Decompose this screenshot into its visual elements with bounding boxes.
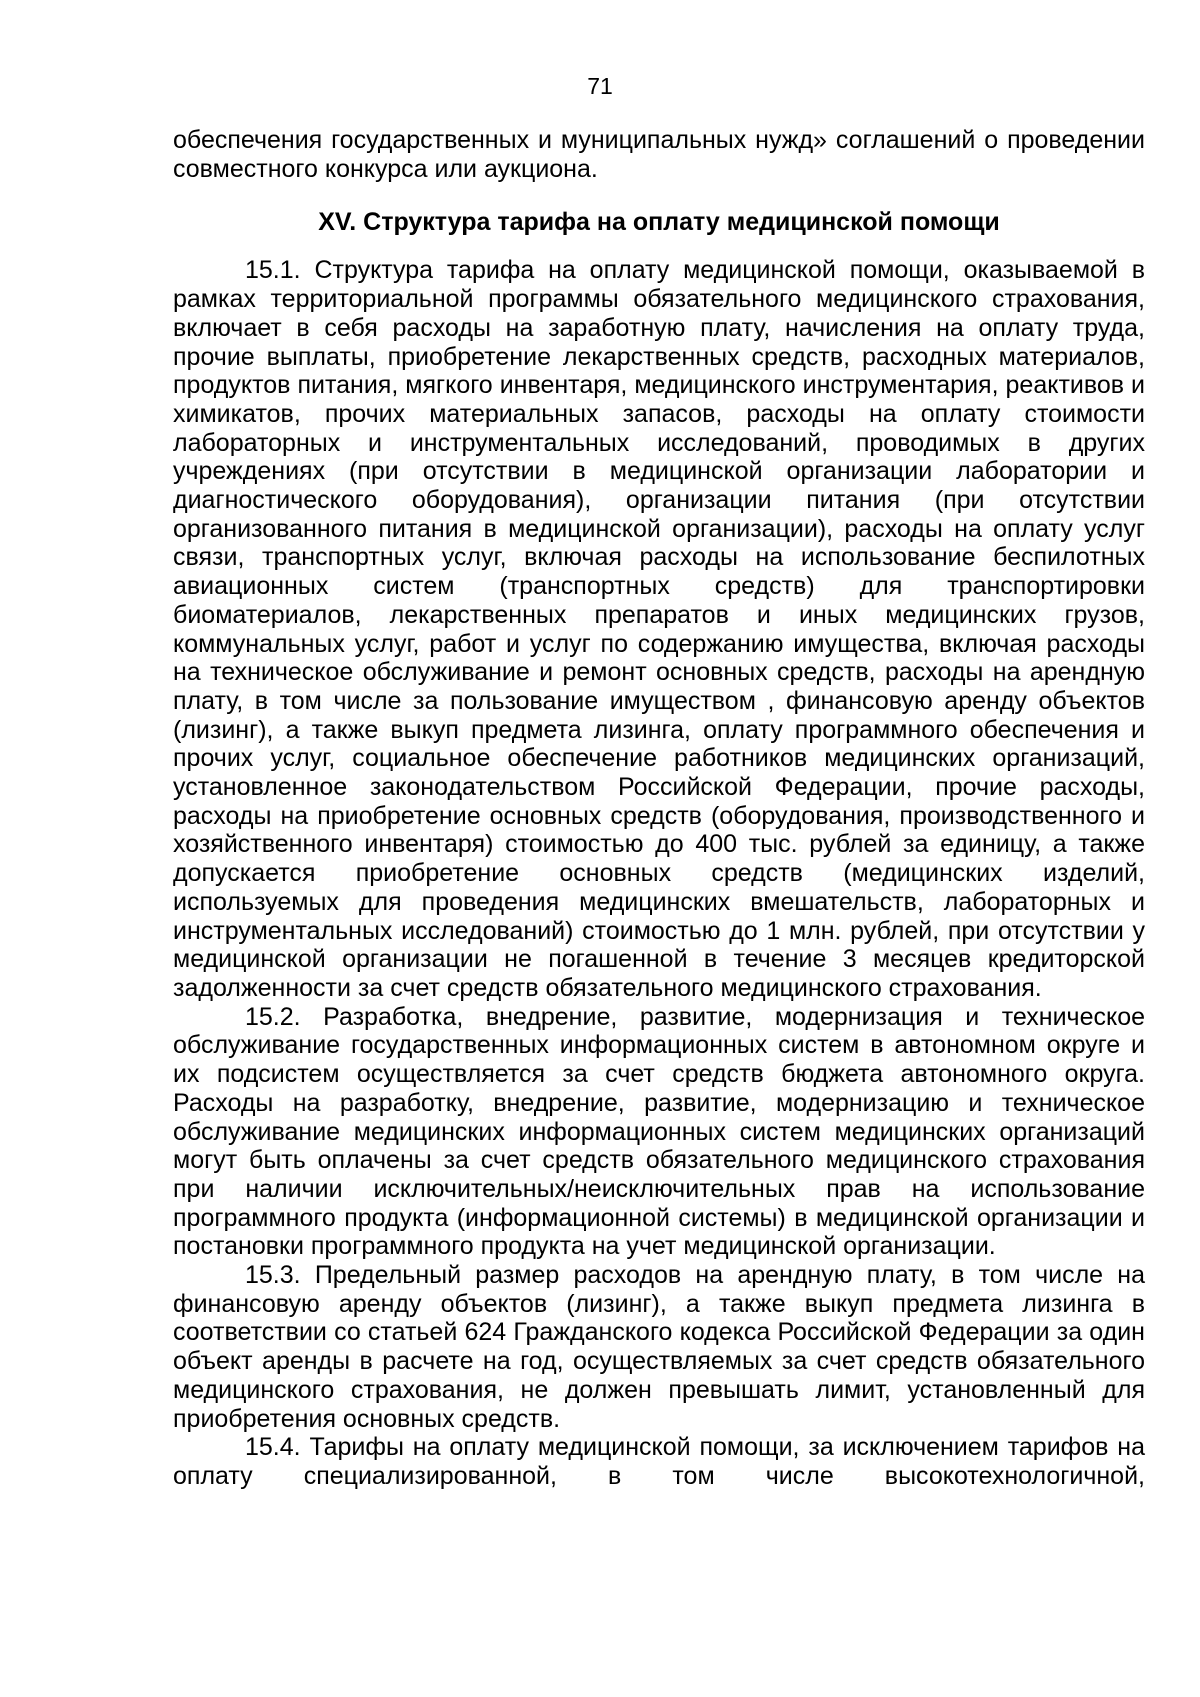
paragraph-15-3: 15.3. Предельный размер расходов на арендную плату, в том числе на финансовую аренду объектов (лизинг), а также выкуп предмета лизинга в соответствии со статьей 624 Гражданского кодекса Российской Федерации за один объект аренды в расчете на год, осуществляемых за счет средств обязательного медицинского страхования, не должен превышать лимит, установленный для приобретения основных средств. <box>173 1261 1145 1433</box>
document-body <box>173 126 1145 1491</box>
paragraph-15-4: 15.4. Тарифы на оплату медицинской помощи, за исключением тарифов на оплату специализированной, в том числе высокотехнологичной, <box>173 1433 1145 1490</box>
section-heading: XV. Структура тарифа на оплату медицинской помощи <box>318 208 1000 237</box>
paragraph-15-1: 15.1. Структура тарифа на оплату медицинской помощи, оказываемой в рамках территориальной программы обязательного медицинского страхования, включает в себя расходы на заработную плату, начисления на оплату труда, прочие выплаты, приобретение лекарственных средств, расходных материалов, продуктов питания, мягкого инвентаря, медицинского инструментария, реактивов и химикатов, прочих материальных запасов, расходы на оплату стоимости лабораторных и инструментальных исследований, проводимых в других учреждениях (при отсутствии в медицинской организации лаборатории и диагностического оборудования), организации питания (при отсутствии организованного питания в медицинской организации), расходы на оплату услуг связи, транспортных услуг, включая расходы на использование беспилотных авиационных систем (транспортных средств) для транспортировки биоматериалов, лекарственных препаратов и иных медицинских грузов, коммунальных услуг, работ и услуг по содержанию имущества, включая расходы на техническое обслуживание и ремонт основных средств, расходы на арендную плату, в том числе за пользование имуществом , финансовую аренду объектов (лизинг), а также выкуп предмета лизинга, оплату программного обеспечения и прочих услуг, социальное обеспечение работников медицинских организаций, установленное законодательством Российской Федерации, прочие расходы, расходы на приобретение основных средств (оборудования, производственного и хозяйственного инвентаря) стоимостью до 400 тыс. рублей за единицу, а также допускается приобретение основных средств (медицинских изделий, используемых для проведения медицинских вмешательств, лабораторных и инструментальных исследований) стоимостью до 1 млн. рублей, при отсутствии у медицинской организации не погашенной в течение 3 месяцев кредиторской задолженности за счет средств обязательного медицинского страхования. <box>173 256 1145 1002</box>
page-number: 71 <box>587 73 613 99</box>
intro-paragraph: обеспечения государственных и муниципальных нужд» соглашений о проведении совместного конкурса или аукциона. <box>173 126 1145 183</box>
paragraph-15-2: 15.2. Разработка, внедрение, развитие, модернизация и техническое обслуживание государственных информационных систем в автономном округе и их подсистем осуществляется за счет средств бюджета автономного округа. Расходы на разработку, внедрение, развитие, модернизацию и техническое обслуживание медицинских информационных систем медицинских организаций могут быть оплачены за счет средств обязательного медицинского страхования при наличии исключительных/неисключительных прав на использование программного продукта (информационной системы) в медицинской организации и постановки программного продукта на учет медицинской организации. <box>173 1002 1145 1261</box>
